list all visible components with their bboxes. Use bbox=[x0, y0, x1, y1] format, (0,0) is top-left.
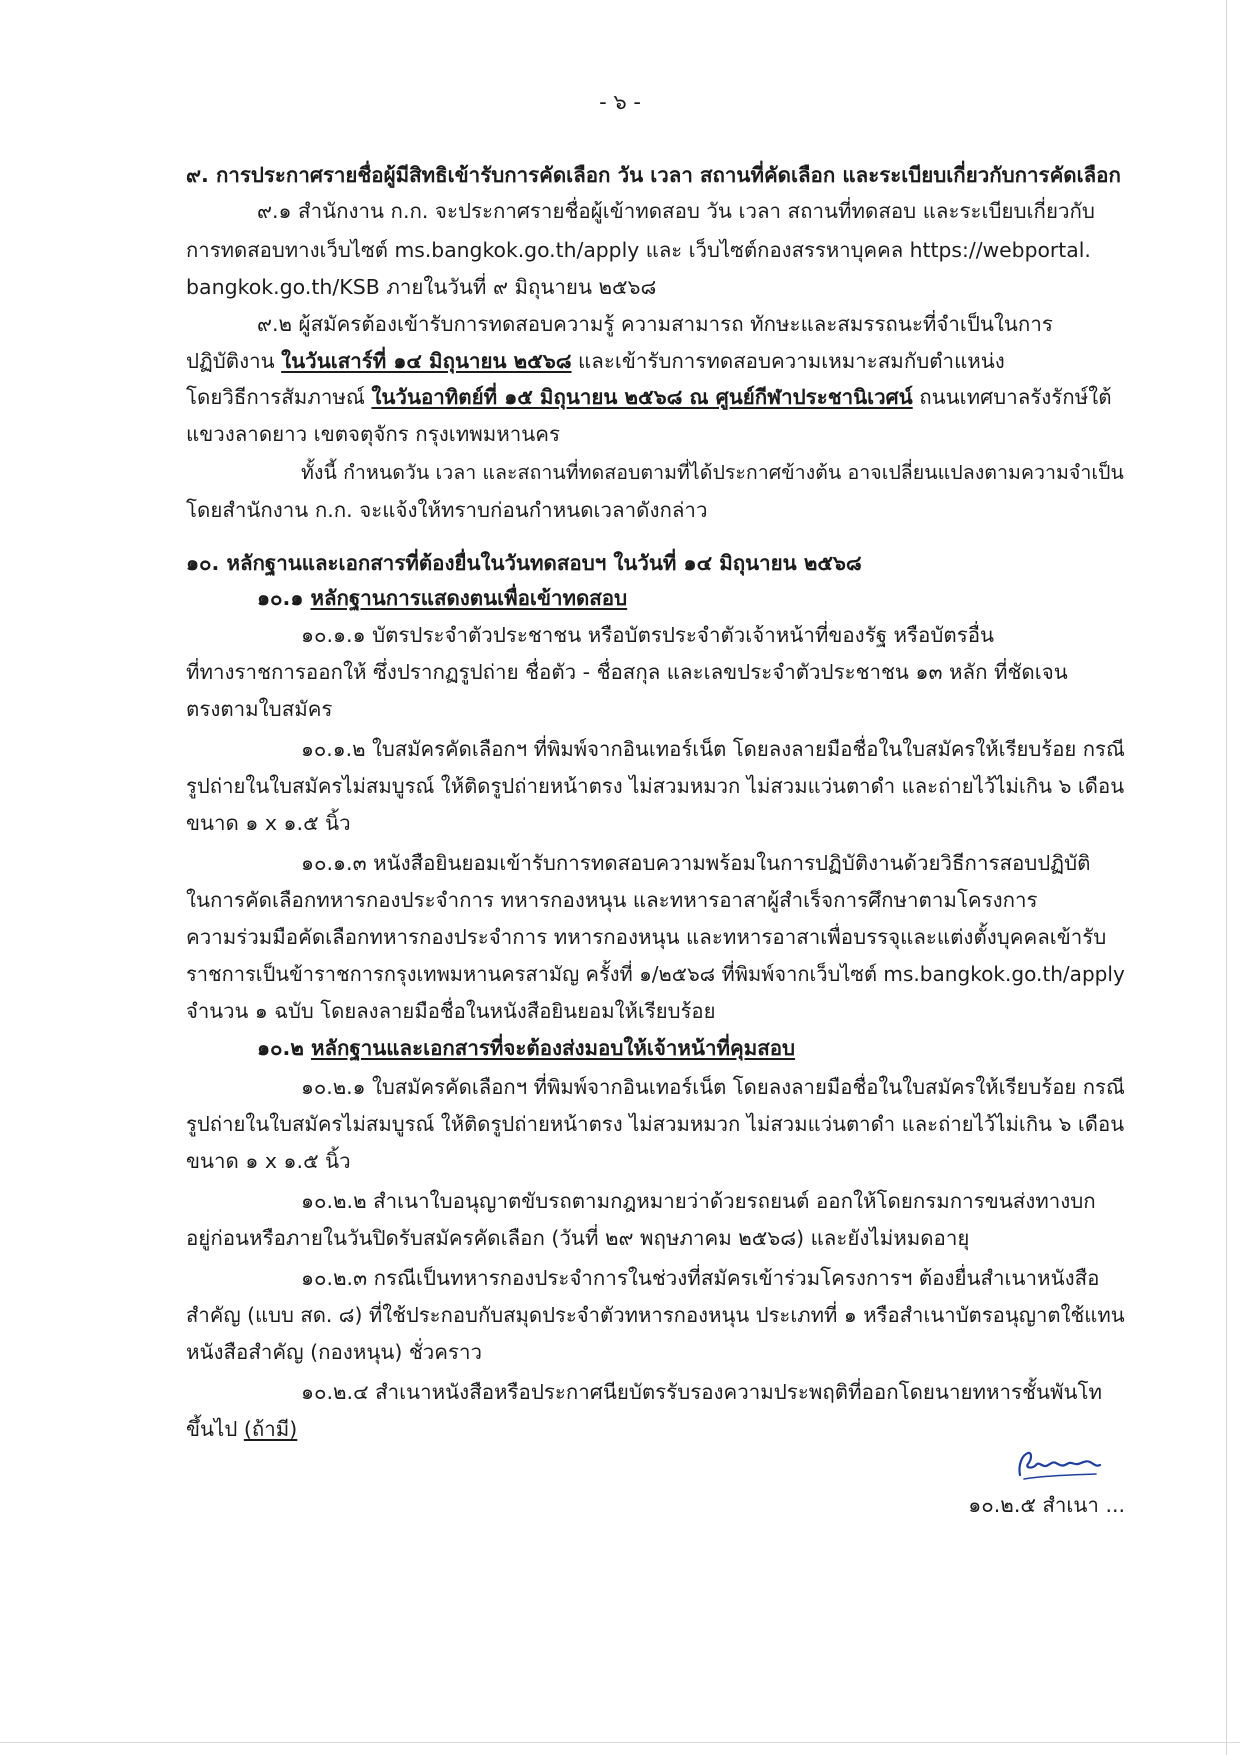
scan-edge-right bbox=[1226, 0, 1227, 1755]
section-9-heading: ๙. การประกาศรายชื่อผู้มีสิทธิเข้ารับการคัดเลือก วัน เวลา สถานที่คัดเลือก และระเบียบเกี่ยวกับการคัดเลือก bbox=[186, 163, 1121, 187]
sub-10-1-title: หลักฐานการแสดงตนเพื่อเข้าทดสอบ bbox=[310, 586, 628, 610]
item-10-2-4-line-2 bbox=[186, 1419, 386, 1440]
if-any-note: (ถ้ามี) bbox=[243, 1417, 298, 1441]
item-9-1-line-1: ๙.๑ สำนักงาน ก.ก. จะประกาศรายชื่อผู้เข้าทดสอบ วัน เวลา สถานที่ทดสอบ และระเบียบเกี่ยวกับ bbox=[257, 199, 1095, 223]
item-9-2-text: ปฏิบัติงาน bbox=[186, 349, 282, 373]
interview-date-venue: ในวันอาทิตย์ที่ ๑๕ มิถุนายน ๒๕๖๘ ณ ศูนย์กีฬาประชานิเวศน์ bbox=[371, 385, 913, 409]
item-10-1-3-line-3: ความร่วมมือคัดเลือกทหารกองประจำการ ทหารกองหนุน และทหารอาสาเพื่อบรรจุและแต่งตั้งบุคคลเข้ารับ bbox=[186, 925, 1107, 949]
item-10-1-2-line-3: ขนาด ๑ x ๑.๕ นิ้ว bbox=[186, 811, 351, 835]
item-9-2-line-3 bbox=[186, 387, 1125, 408]
item-10-1-1-line-1: ๑๐.๑.๑ บัตรประจำตัวประชาชน หรือบัตรประจำตัวเจ้าหน้าที่ของรัฐ หรือบัตรอื่น bbox=[301, 623, 995, 647]
signature-underline bbox=[1024, 1474, 1096, 1479]
item-10-2-3-line-3: หนังสือสำคัญ (กองหนุน) ชั่วคราว bbox=[186, 1340, 483, 1364]
item-10-1-3-line-5: จำนวน ๑ ฉบับ โดยลงลายมือชื่อในหนังสือยินยอมให้เรียบร้อย bbox=[186, 999, 716, 1023]
sub-10-1-number: ๑๐.๑ bbox=[257, 586, 311, 610]
item-10-1-3-line-1: ๑๐.๑.๓ หนังสือยินยอมเข้ารับการทดสอบความพร้อมในการปฏิบัติงานด้วยวิธีการสอบปฏิบัติ bbox=[301, 851, 1091, 875]
sub-10-2-number: ๑๐.๒ bbox=[257, 1036, 311, 1060]
sub-10-2-heading bbox=[257, 1038, 817, 1059]
item-9-1-line-2: การทดสอบทางเว็บไซต์ ms.bangkok.go.th/apply และ เว็บไซต์กองสรรหาบุคคล https://webportal. bbox=[186, 238, 1091, 262]
item-9-2-line-4: แขวงลาดยาว เขตจตุจักร กรุงเทพมหานคร bbox=[186, 422, 561, 446]
item-10-2-4-line-1: ๑๐.๒.๔ สำเนาหนังสือหรือประกาศนียบัตรรับรองความประพฤติที่ออกโดยนายทหารชั้นพันโท bbox=[301, 1380, 1103, 1404]
item-9-1-line-3: bangkok.go.th/KSB ภายในวันที่ ๙ มิถุนายน ๒๕๖๘ bbox=[186, 275, 657, 299]
note-line-1: ทั้งนี้ กำหนดวัน เวลา และสถานที่ทดสอบตามที่ได้ประกาศข้างต้น อาจเปลี่ยนแปลงตามความจำเป็น bbox=[301, 461, 1124, 484]
sub-10-2-title: หลักฐานและเอกสารที่จะต้องส่งมอบให้เจ้าหน้าที่คุมสอบ bbox=[310, 1036, 796, 1060]
signature-stroke bbox=[1019, 1453, 1100, 1475]
item-9-2-text: ถนนเทศบาลรังรักษ์ใต้ bbox=[912, 385, 1112, 409]
sub-10-1-heading bbox=[257, 588, 677, 609]
section-10-heading: ๑๐. หลักฐานและเอกสารที่ต้องยื่นในวันทดสอบฯ ในวันที่ ๑๔ มิถุนายน ๒๕๖๘ bbox=[186, 551, 862, 575]
item-10-1-2-line-1: ๑๐.๑.๒ ใบสมัครคัดเลือกฯ ที่พิมพ์จากอินเทอร์เน็ต โดยลงลายมือชื่อในใบสมัครให้เรียบร้อย กรณี bbox=[301, 737, 1125, 761]
item-10-1-3-line-4: ราชการเป็นข้าราชการกรุงเทพมหานครสามัญ ครั้งที่ ๑/๒๕๖๘ ที่พิมพ์จากเว็บไซต์ ms.bangkok.go.th/apply bbox=[186, 962, 1125, 986]
item-9-2-line-1: ๙.๒ ผู้สมัครต้องเข้ารับการทดสอบความรู้ ความสามารถ ทักษะและสมรรถนะที่จำเป็นในการ bbox=[257, 312, 1053, 336]
item-10-2-3-line-1: ๑๐.๒.๓ กรณีเป็นทหารกองประจำการในช่วงที่สมัครเข้าร่วมโครงการฯ ต้องยื่นสำเนาหนังสือ bbox=[301, 1266, 1100, 1290]
item-10-1-3-line-2: ในการคัดเลือกทหารกองประจำการ ทหารกองหนุน และทหารอาสาผู้สำเร็จการศึกษาตามโครงการ bbox=[186, 888, 1038, 912]
exam-date-saturday: ในวันเสาร์ที่ ๑๔ มิถุนายน ๒๕๖๘ bbox=[281, 349, 572, 373]
item-10-2-2-line-1: ๑๐.๒.๒ สำเนาใบอนุญาตขับรถตามกฎหมายว่าด้วยรถยนต์ ออกให้โดยกรมการขนส่งทางบก bbox=[301, 1189, 1096, 1213]
item-10-1-2-line-2: รูปถ่ายในใบสมัครไม่สมบูรณ์ ให้ติดรูปถ่ายหน้าตรง ไม่สวมหมวก ไม่สวมแว่นตาดำ และถ่ายไว้ไม่เกิน ๖ เดือน bbox=[186, 774, 1125, 798]
item-10-2-1-line-2: รูปถ่ายในใบสมัครไม่สมบูรณ์ ให้ติดรูปถ่ายหน้าตรง ไม่สวมหมวก ไม่สวมแว่นตาดำ และถ่ายไว้ไม่เกิน ๖ เดือน bbox=[186, 1112, 1125, 1136]
item-9-2-text: โดยวิธีการสัมภาษณ์ bbox=[186, 385, 372, 409]
item-10-2-2-line-2: อยู่ก่อนหรือภายในวันปิดรับสมัครคัดเลือก (วันที่ ๒๙ พฤษภาคม ๒๕๖๘) และยังไม่หมดอายุ bbox=[186, 1226, 970, 1250]
scan-edge-bottom bbox=[0, 1742, 1240, 1743]
note-line-2: โดยสำนักงาน ก.ก. จะแจ้งให้ทราบก่อนกำหนดเวลาดังกล่าว bbox=[186, 498, 708, 522]
item-10-1-1-line-2: ที่ทางราชการออกให้ ซึ่งปรากฏรูปถ่าย ชื่อตัว - ชื่อสกุล และเลขประจำตัวประชาชน ๑๓ หลัก ที่ชัดเจน bbox=[186, 660, 1068, 684]
signature-initials bbox=[1012, 1445, 1104, 1485]
item-9-2-line-2 bbox=[186, 351, 1125, 372]
page-number: - ๖ - bbox=[599, 90, 641, 114]
item-10-2-1-line-3: ขนาด ๑ x ๑.๕ นิ้ว bbox=[186, 1149, 351, 1173]
item-9-2-text: และเข้ารับการทดสอบความเหมาะสมกับตำแหน่ง bbox=[571, 349, 1005, 373]
continuation-note: ๑๐.๒.๕ สำเนา ... bbox=[968, 1493, 1125, 1517]
item-10-2-3-line-2: สำคัญ (แบบ สด. ๘) ที่ใช้ประกอบกับสมุดประจำตัวทหารกองหนุน ประเภทที่ ๑ หรือสำเนาบัตรอนุญาตใช้แทน bbox=[186, 1303, 1125, 1327]
item-10-2-1-line-1: ๑๐.๒.๑ ใบสมัครคัดเลือกฯ ที่พิมพ์จากอินเทอร์เน็ต โดยลงลายมือชื่อในใบสมัครให้เรียบร้อย กรณี bbox=[301, 1075, 1125, 1099]
item-10-2-4-text: ขึ้นไป bbox=[186, 1417, 244, 1441]
item-10-1-1-line-3: ตรงตามใบสมัคร bbox=[186, 697, 333, 721]
